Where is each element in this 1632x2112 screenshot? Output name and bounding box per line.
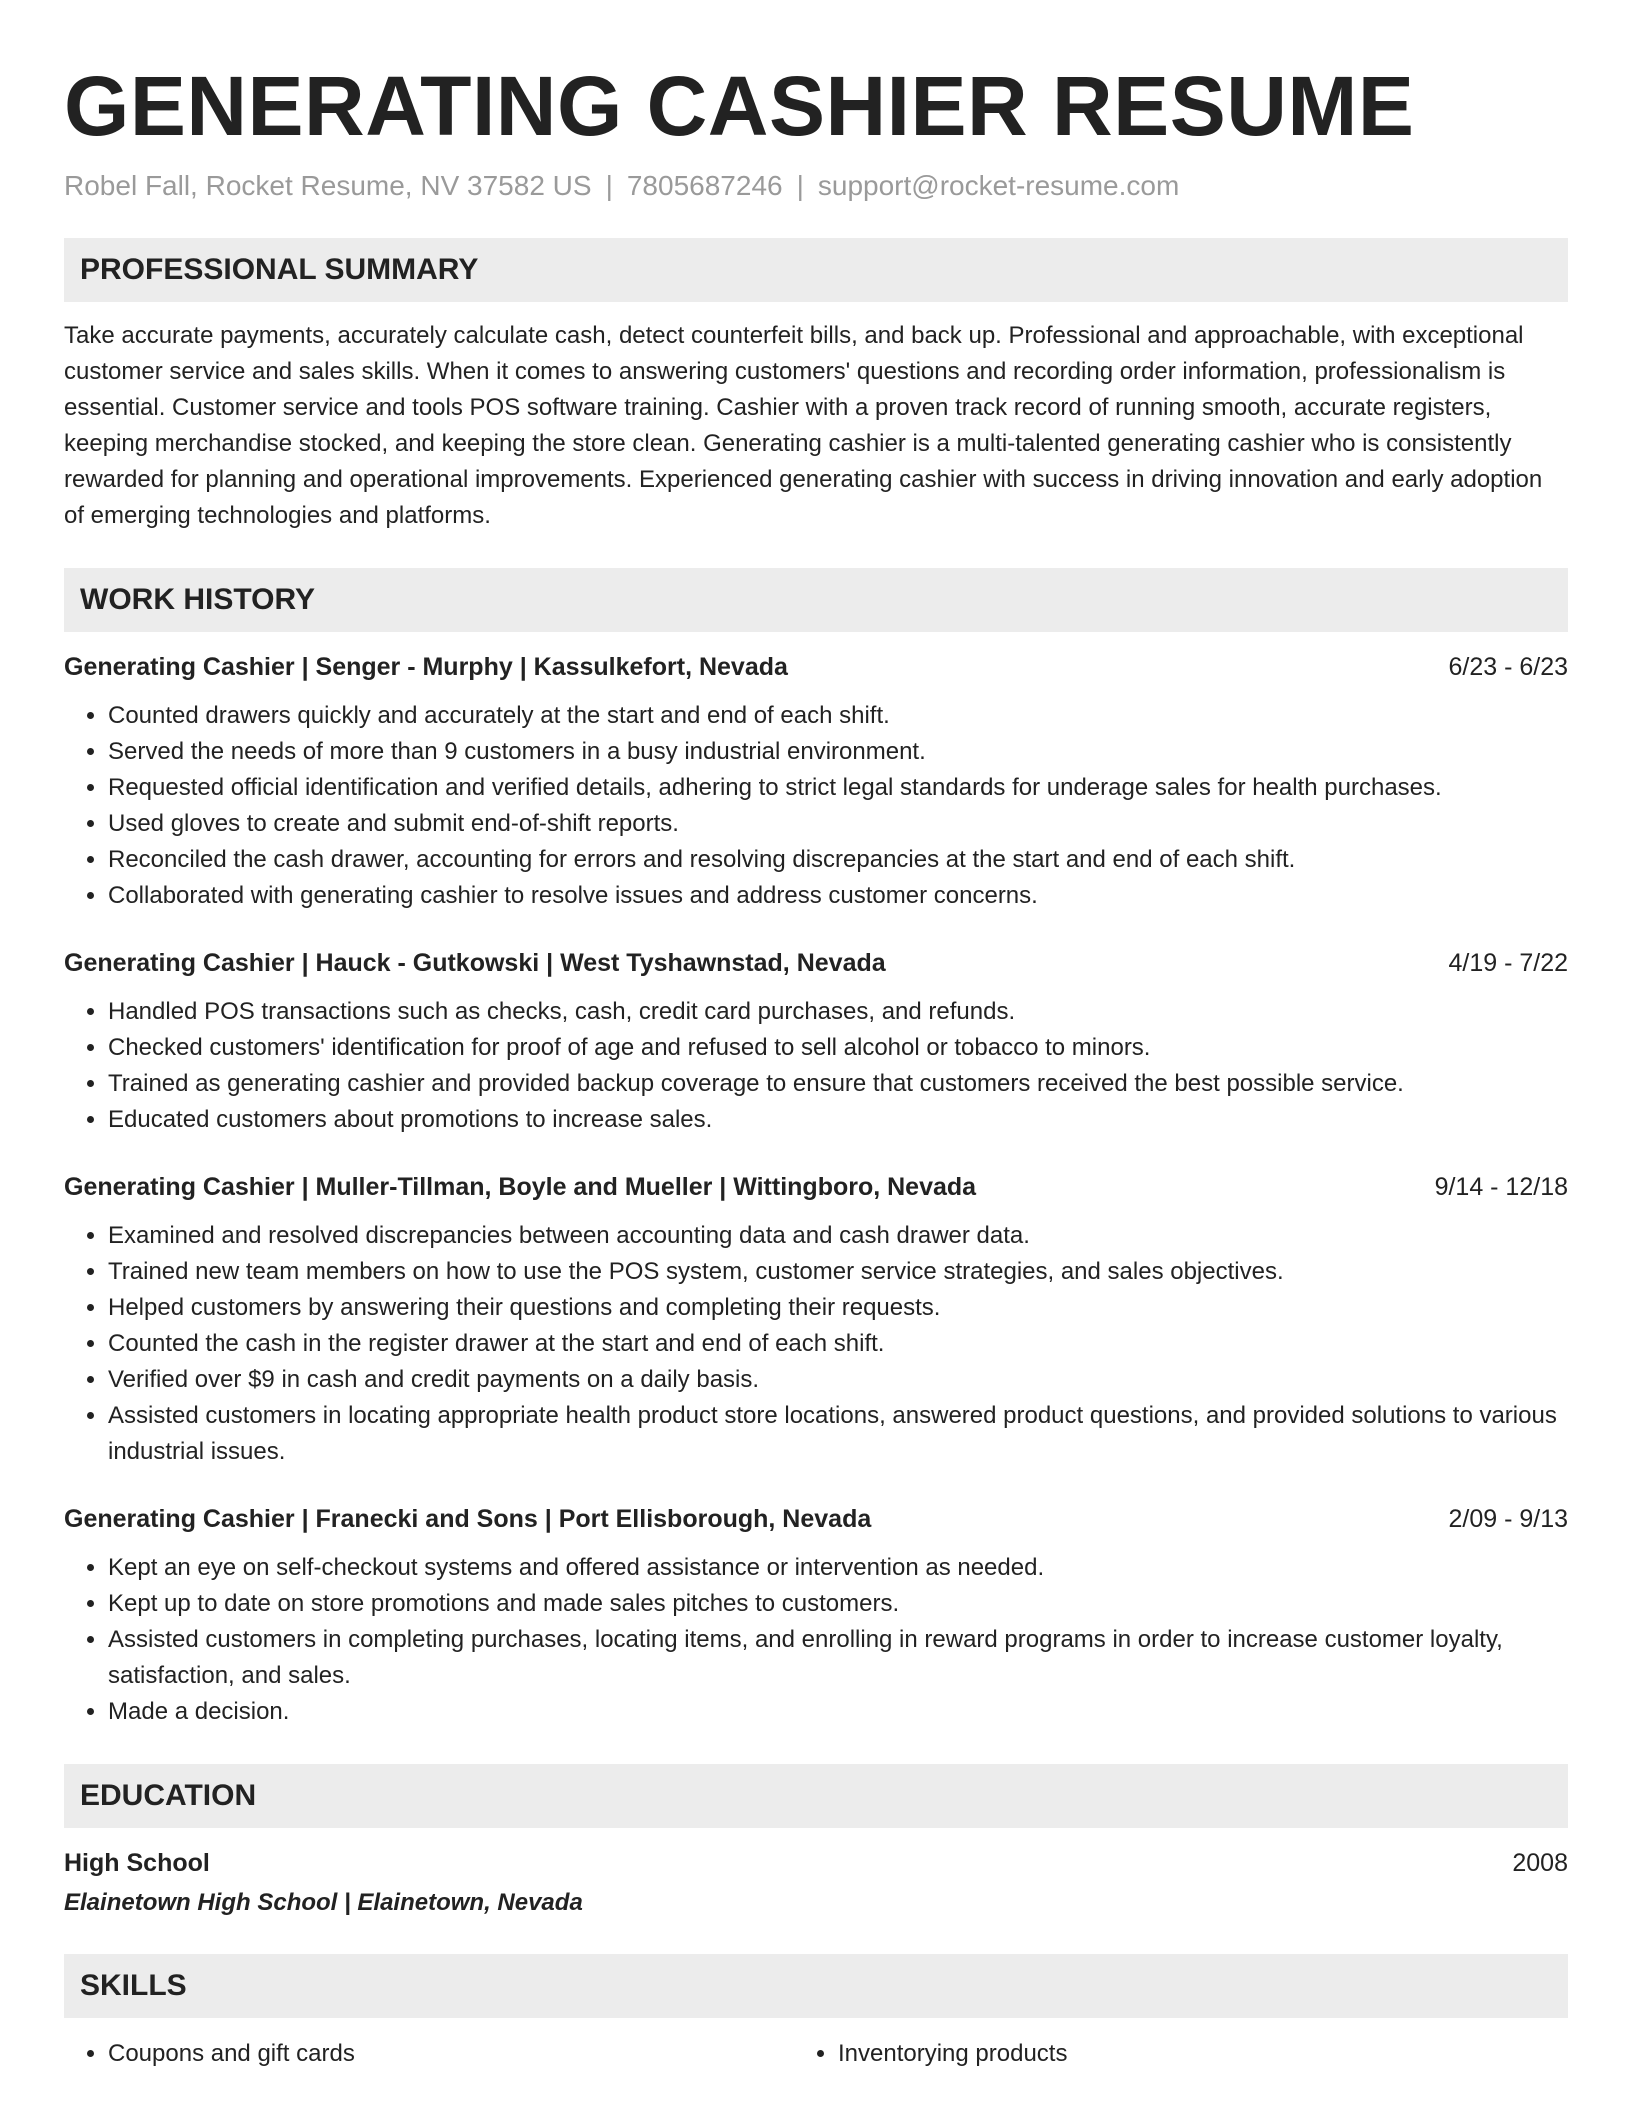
job-bullet: • Requested official identification and verified details, adhering to strict legal standards for underage sales for health purchases. — [108, 770, 1568, 806]
skill-item: • Inventorying products — [838, 2036, 1568, 2072]
job-header — [64, 1502, 1568, 1536]
job-bullet: • Kept an eye on self-checkout systems and offered assistance or intervention as needed. — [108, 1550, 1568, 1586]
job-bullet: • Educated customers about promotions to increase sales. — [108, 1102, 1568, 1138]
job-bullet-list — [64, 698, 1568, 914]
work-history-list — [64, 650, 1568, 1730]
job-title: Generating Cashier | Hauck - Gutkowski | West Tyshawnstad, Nevada — [64, 949, 886, 977]
skill-item: • Coupons and gift cards — [108, 2036, 838, 2072]
job-bullet-list — [64, 1218, 1568, 1470]
job-title: Generating Cashier | Muller-Tillman, Boyle and Mueller | Wittingboro, Nevada — [64, 1173, 977, 1201]
education-year: 2008 — [1512, 1849, 1568, 1877]
skills-column-right — [838, 2036, 1568, 2072]
job-dates: 2/09 - 9/13 — [1448, 1505, 1568, 1533]
job-bullet: • Assisted customers in completing purchases, locating items, and enrolling in reward programs in order to increase customer loyalty, satisfaction, and sales. — [108, 1622, 1568, 1694]
education-row — [64, 1846, 1568, 1880]
job-bullet: • Checked customers' identification for proof of age and refused to sell alcohol or tobacco to minors. — [108, 1030, 1568, 1066]
job-bullet: • Trained new team members on how to use the POS system, customer service strategies, and sales objectives. — [108, 1254, 1568, 1290]
job-bullet-list — [64, 994, 1568, 1138]
education-degree: High School — [64, 1849, 210, 1877]
skills-grid — [64, 2036, 1568, 2072]
section-header-skills: SKILLS — [64, 1954, 1568, 2018]
job-bullet: • Kept up to date on store promotions and made sales pitches to customers. — [108, 1586, 1568, 1622]
job-bullet: • Counted the cash in the register drawer at the start and end of each shift. — [108, 1326, 1568, 1362]
job-bullet: • Reconciled the cash drawer, accounting for errors and resolving discrepancies at the start and end of each shift. — [108, 842, 1568, 878]
job-dates: 4/19 - 7/22 — [1448, 949, 1568, 977]
contact-phone: 7805687246 — [626, 170, 783, 201]
job-bullet: • Collaborated with generating cashier to resolve issues and address customer concerns. — [108, 878, 1568, 914]
job-entry — [64, 1170, 1568, 1470]
job-bullet: • Made a decision. — [108, 1694, 1568, 1730]
contact-line — [64, 168, 1568, 204]
contact-address: Robel Fall, Rocket Resume, NV 37582 US — [64, 170, 592, 201]
section-header-education: EDUCATION — [64, 1764, 1568, 1828]
job-title: Generating Cashier | Franecki and Sons | Port Ellisborough, Nevada — [64, 1505, 872, 1533]
section-header-work: WORK HISTORY — [64, 568, 1568, 632]
skills-column-left — [108, 2036, 838, 2072]
contact-separator: | — [605, 170, 613, 201]
job-bullet-list — [64, 1550, 1568, 1730]
job-bullet: • Handled POS transactions such as checks, cash, credit card purchases, and refunds. — [108, 994, 1568, 1030]
job-entry — [64, 946, 1568, 1138]
job-bullet: • Counted drawers quickly and accurately at the start and end of each shift. — [108, 698, 1568, 734]
job-bullet: • Assisted customers in locating appropriate health product store locations, answered product questions, and provided solutions to various industrial issues. — [108, 1398, 1568, 1470]
job-header — [64, 1170, 1568, 1204]
job-bullet: • Trained as generating cashier and provided backup coverage to ensure that customers received the best possible service. — [108, 1066, 1568, 1102]
job-bullet: • Verified over $9 in cash and credit payments on a daily basis. — [108, 1362, 1568, 1398]
job-bullet: • Examined and resolved discrepancies between accounting data and cash drawer data. — [108, 1218, 1568, 1254]
summary-text: Take accurate payments, accurately calculate cash, detect counterfeit bills, and back up. Professional and approachable, with exceptional customer service and sales skills. When it comes to answering customers' questions and recording order information, professionalism is essential. Customer service and tools POS software training. Cashier with a proven track record of running smooth, accurate registers, keeping merchandise stocked, and keeping the store clean. Generating cashier is a multi-talented generating cashier who is consistently rewarded for planning and operational improvements. Experienced generating cashier with success in driving innovation and early adoption of emerging technologies and platforms. — [64, 322, 1543, 529]
job-bullet: • Helped customers by answering their questions and completing their requests. — [108, 1290, 1568, 1326]
education-school: Elainetown High School | Elainetown, Nevada — [64, 1889, 583, 1916]
job-entry — [64, 650, 1568, 914]
job-bullet: • Used gloves to create and submit end-of-shift reports. — [108, 806, 1568, 842]
contact-separator: | — [796, 170, 804, 201]
job-header — [64, 946, 1568, 980]
job-title: Generating Cashier | Senger - Murphy | Kassulkefort, Nevada — [64, 653, 788, 681]
job-entry — [64, 1502, 1568, 1730]
section-header-summary: PROFESSIONAL SUMMARY — [64, 238, 1568, 302]
job-dates: 6/23 - 6/23 — [1448, 653, 1568, 681]
contact-email: support@rocket-resume.com — [817, 170, 1180, 201]
job-bullet: • Served the needs of more than 9 customers in a busy industrial environment. — [108, 734, 1568, 770]
job-dates: 9/14 - 12/18 — [1434, 1173, 1568, 1201]
job-header — [64, 650, 1568, 684]
resume-title: GENERATING CASHIER RESUME — [64, 59, 1415, 153]
